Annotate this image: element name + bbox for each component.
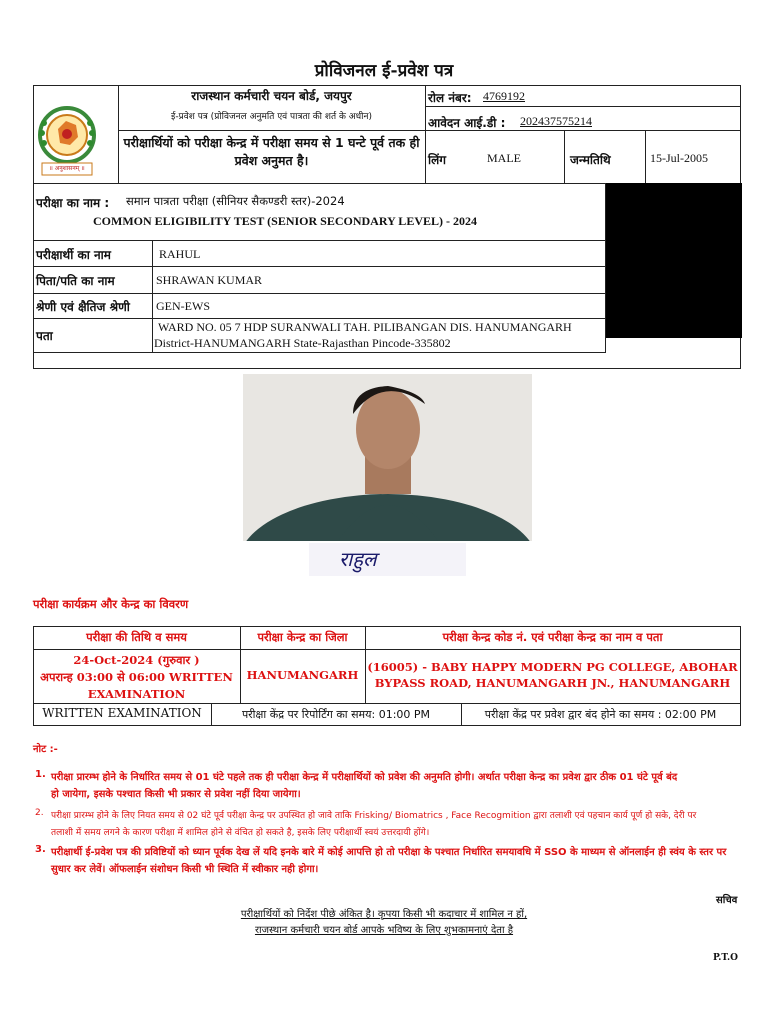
exam-type: EXAMINATION xyxy=(87,687,186,701)
note-1-line-2: हो जायेगा, इसके पश्चात किसी भी प्रकार से प्रवेश नहीं दिया जायेगा। xyxy=(51,789,301,800)
signature-text: राहुल xyxy=(339,547,377,571)
schedule-header-district: परीक्षा केन्द्र का जिला xyxy=(257,630,348,644)
exam-name-label: परीक्षा का नाम : xyxy=(36,196,110,210)
category-label: श्रेणी एवं क्षैतिज श्रेणी xyxy=(36,300,130,314)
exam-centre-line-2: BYPASS ROAD, HANUMANGARH JN., HANUMANGARH xyxy=(374,676,731,690)
gender-label: लिंग xyxy=(428,153,447,167)
address-label: पता xyxy=(36,329,53,343)
exam-name-hindi: समान पात्रता परीक्षा (सीनियर सैकण्डरी स्तर)-2024 xyxy=(126,194,345,208)
divider xyxy=(425,85,426,183)
divider xyxy=(33,266,605,267)
gender-value: MALE xyxy=(487,151,521,165)
exam-name-english: COMMON ELIGIBILITY TEST (SENIOR SECONDARY LEVEL) - 2024 xyxy=(93,214,477,228)
board-logo xyxy=(36,103,98,177)
divider xyxy=(33,626,741,627)
pto-label: P.T.O xyxy=(713,953,738,963)
dob-label: जन्मतिथि xyxy=(570,153,611,167)
note-2-line-1: परीक्षा प्रारम्भ होने के लिए नियत समय से 02 घंटे पूर्व परीक्षा केन्द्र पर उपस्थित हो जावे ताकि Frisking/ Biomatrics , Face Recogmition द्वारा तलाशी एवं पहचान कार्य पूर्ण हो सके, देरी पर xyxy=(51,811,697,821)
redacted-box xyxy=(606,183,742,338)
father-name-label: पिता/पति का नाम xyxy=(36,274,115,288)
category-value: GEN-EWS xyxy=(156,299,210,313)
address-line-2: District-HANUMANGARH State-Rajasthan Pincode-335802 xyxy=(154,336,451,350)
divider xyxy=(33,649,741,650)
exam-centre-line-1: (16005) - BABY HAPPY MODERN PG COLLEGE, ABOHAR xyxy=(367,660,738,674)
secretary-label: सचिव xyxy=(716,895,738,906)
divider xyxy=(33,318,605,319)
father-name-value: SHRAWAN KUMAR xyxy=(156,273,263,287)
application-id-label: आवेदन आई.डी : xyxy=(428,116,506,130)
candidate-name-label: परीक्षार्थी का नाम xyxy=(36,248,111,262)
divider xyxy=(33,293,605,294)
note-2-line-2: तलाशी में समय लगने के कारण परीक्षा में शामिल होने से वंचित हो सकते है, इसके लिए परीक्षार्थी स्वयं उत्तरदायी होंगे। xyxy=(51,828,430,838)
note-3-line-2: सुधार कर लेवें। ऑफलाईन संशोधन किसी भी स्थिति में स्वीकार नही होगा। xyxy=(51,864,319,875)
page-title: प्रोविजनल ई-प्रवेश पत्र xyxy=(314,61,454,81)
reporting-time: परीक्षा केंद्र पर रिपोर्टिंग का समय: 01:00 PM xyxy=(241,708,431,721)
exam-district: HANUMANGARH xyxy=(246,668,359,682)
exam-date: 24-Oct-2024 (गुरुवार ) xyxy=(73,653,200,667)
schedule-section-title: परीक्षा कार्यक्रम और केन्द्र का विवरण xyxy=(33,597,189,611)
schedule-header-date: परीक्षा की तिथि व समय xyxy=(86,630,187,644)
divider xyxy=(33,725,741,726)
divider xyxy=(564,130,565,183)
divider xyxy=(645,130,646,183)
roll-number-value: 4769192 xyxy=(483,89,525,103)
board-name: राजस्थान कर्मचारी चयन बोर्ड, जयपुर xyxy=(191,89,352,103)
divider xyxy=(425,106,741,107)
candidate-signature xyxy=(309,543,466,576)
dob-value: 15-Jul-2005 xyxy=(650,151,708,165)
roll-number-label: रोल नंबर: xyxy=(428,91,472,105)
exam-mode: WRITTEN EXAMINATION xyxy=(42,706,202,720)
divider xyxy=(33,240,605,241)
schedule-header-centre: परीक्षा केन्द्र कोड नं. एवं परीक्षा केन्द्र का नाम व पता xyxy=(442,630,663,644)
note-number: 3. xyxy=(35,844,46,855)
note-3-line-1: परीक्षार्थी ई-प्रवेश पत्र की प्रविष्टियों को ध्यान पूर्वक देख लें यदि इनके बारे में कोई आपत्ति हो तो परीक्षा के पश्चात निर्धारित समयावधि में SSO के माध्यम से ऑनलाईन ही स्वंय के स्तर पर xyxy=(51,847,727,858)
divider xyxy=(152,240,153,352)
divider xyxy=(33,703,741,704)
application-id-value: 202437575214 xyxy=(520,114,592,128)
exam-time: अपरान्ह 03:00 से 06:00 WRITTEN xyxy=(40,670,233,684)
note-1-line-1: परीक्षा प्रारम्भ होने के निर्धारित समय से 01 घंटे पहले तक ही परीक्षा केन्द्र में परीक्षार्थियों को प्रवेश की अनुमति होगी। अर्थात परीक्षा केन्द्र का प्रवेश द्वार ठीक 01 घंटे पूर्व बंद xyxy=(51,772,678,783)
note-number: 1. xyxy=(35,769,46,780)
gate-close-time: परीक्षा केंद्र पर प्रवेश द्वार बंद होने का समय : 02:00 PM xyxy=(484,708,717,721)
notes-heading: नोट :- xyxy=(33,744,58,755)
board-subtitle: ई-प्रवेश पत्र (प्रोविजनल अनुमति एवं पात्रता की शर्त के अधीन) xyxy=(170,112,373,122)
candidate-photo xyxy=(243,374,532,541)
footer-instruction-line-2: राजस्थान कर्मचारी चयन बोर्ड आपके भविष्य के लिए शुभकामनाएं देता है xyxy=(254,925,514,936)
candidate-name-value: RAHUL xyxy=(159,247,201,261)
footer-instruction-line-1: परीक्षार्थियों को निर्देश पीछे अंकित है। कृपया किसी भी कदाचार में शामिल न हों, xyxy=(240,909,528,920)
entry-notice: परीक्षार्थियों को परीक्षा केन्द्र में परीक्षा समय से 1 घन्टे पूर्व तक ही प्रवेश अनुमत है। xyxy=(123,135,420,168)
address-line-1: WARD NO. 05 7 HDP SURANWALI TAH. PILIBANGAN DIS. HANUMANGARH xyxy=(158,320,572,334)
logo-motto: ॥ अनुशासनम् ॥ xyxy=(49,165,85,172)
note-number: 2. xyxy=(35,808,44,818)
divider xyxy=(33,352,605,353)
divider xyxy=(740,626,741,726)
